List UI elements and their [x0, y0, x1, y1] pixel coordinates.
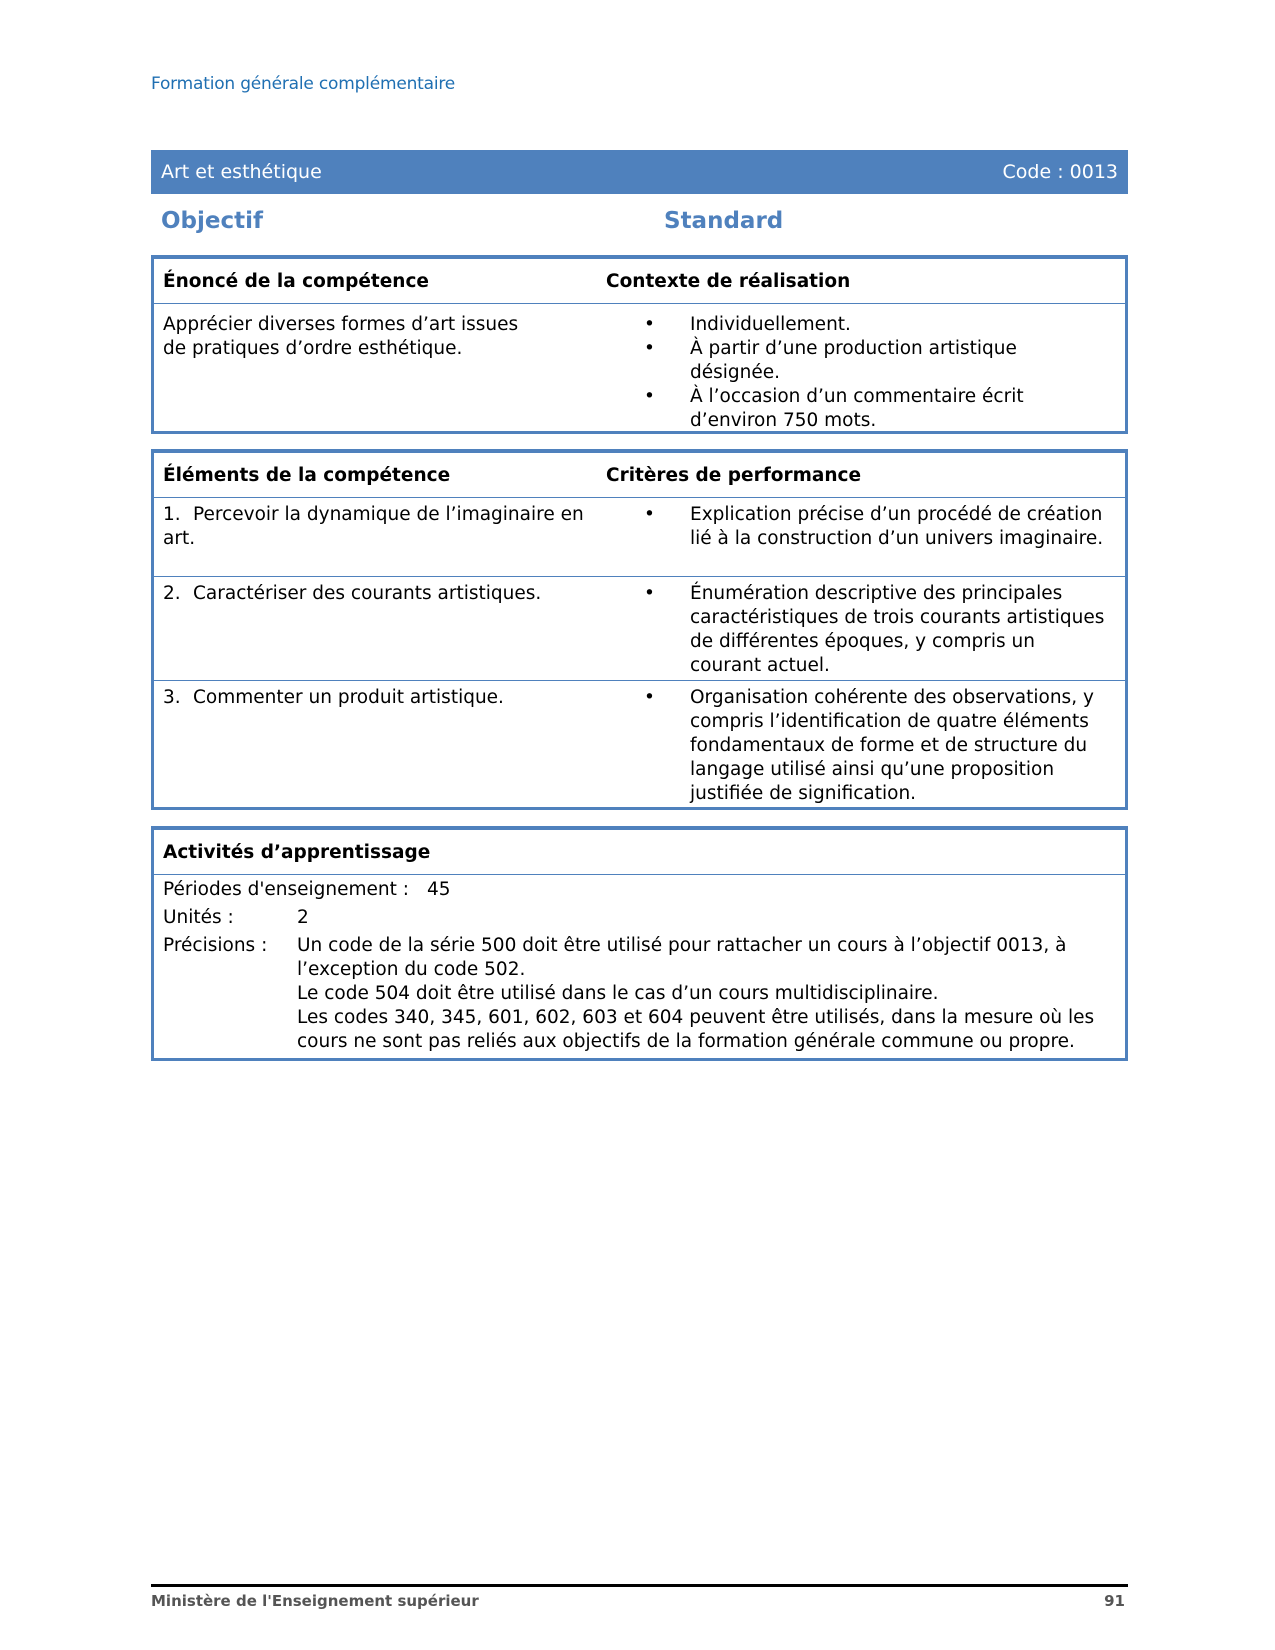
objective-code: Code : 0013: [1002, 161, 1118, 183]
page-number: 91: [1104, 1592, 1125, 1610]
criterion-2: • Énumération descriptive des principales caractéristiques de trois courants artistiques de différentes époques, y compris un courant actuel.: [644, 583, 1105, 676]
bullet-icon: •: [644, 338, 655, 359]
header-elements: Éléments de la compétence: [163, 464, 451, 486]
table-header-row: [154, 453, 1125, 497]
table-row: [154, 680, 1125, 806]
list-item: • À partir d’une production artistique désignée.: [644, 338, 1017, 383]
bullet-icon: •: [644, 386, 655, 407]
footer-ministry: Ministère de l'Enseignement supérieur: [151, 1592, 479, 1610]
bullet-icon: •: [644, 687, 655, 708]
header-contexte: Contexte de réalisation: [606, 270, 851, 292]
element-1: 1. Percevoir la dynamique de l’imaginaire en art.: [163, 504, 584, 549]
table-row: [154, 497, 1125, 576]
precisions-line: [163, 934, 1111, 1054]
periods-label: Périodes d'enseignement :: [163, 879, 410, 900]
header-enonce: Énoncé de la compétence: [163, 270, 429, 292]
section-objectif: Objectif: [161, 208, 264, 234]
bullet-icon: •: [644, 583, 655, 604]
element-3: 3. Commenter un produit artistique.: [163, 687, 504, 708]
header-activites: Activités d’apprentissage: [163, 841, 431, 863]
objective-title: Art et esthétique: [161, 161, 322, 183]
list-item: • Individuellement.: [644, 314, 851, 335]
units-line: [163, 906, 1111, 930]
activities-table: [151, 826, 1128, 1061]
precisions-label: Précisions :: [163, 935, 268, 956]
header-criteres: Critères de performance: [606, 464, 862, 486]
competence-statement: Apprécier diverses formes d’art issues de pratiques d’ordre esthétique.: [163, 314, 519, 359]
units-value: 2: [297, 907, 309, 928]
list-item: • À l’occasion d’un commentaire écrit d’environ 750 mots.: [644, 386, 1024, 431]
periods-line: [163, 878, 1111, 902]
table-row: [154, 303, 1125, 433]
bullet-icon: •: [644, 314, 655, 335]
bullet-icon: •: [644, 504, 655, 525]
competence-table: [151, 255, 1128, 434]
criterion-3: • Organisation cohérente des observations, y compris l’identification de quatre éléments fondamentaux de forme et de structure du langage utilisé ainsi qu’une proposition justifiée de signification.: [644, 687, 1094, 804]
footer-divider: [151, 1584, 1128, 1587]
precisions-text: Un code de la série 500 doit être utilisé pour rattacher un cours à l’objectif 0013, à l’exception du code 502. Le code 504 doit être utilisé dans le cas d’un cours multidisciplinaire. Les codes 340, 345, 601, 602, 603 et 604 peuvent être utilisés, dans la mesure où les cours ne sont pas reliés aux objectifs de la formation générale commune ou propre.: [297, 935, 1095, 1052]
activities-body: [154, 874, 1125, 1054]
table-header-row: [154, 830, 1125, 874]
units-label: Unités :: [163, 907, 234, 928]
elements-table: [151, 449, 1128, 810]
objective-title-band: [151, 150, 1128, 194]
context-list: [606, 313, 1125, 433]
periods-value: 45: [427, 879, 451, 900]
element-2: 2. Caractériser des courants artistiques.: [163, 583, 542, 604]
criterion-1: • Explication précise d’un procédé de création lié à la construction d’un univers imaginaire.: [644, 504, 1104, 549]
section-standard: Standard: [664, 208, 784, 234]
table-header-row: [154, 259, 1125, 303]
table-row: [154, 576, 1125, 680]
running-header: Formation générale complémentaire: [151, 74, 456, 94]
